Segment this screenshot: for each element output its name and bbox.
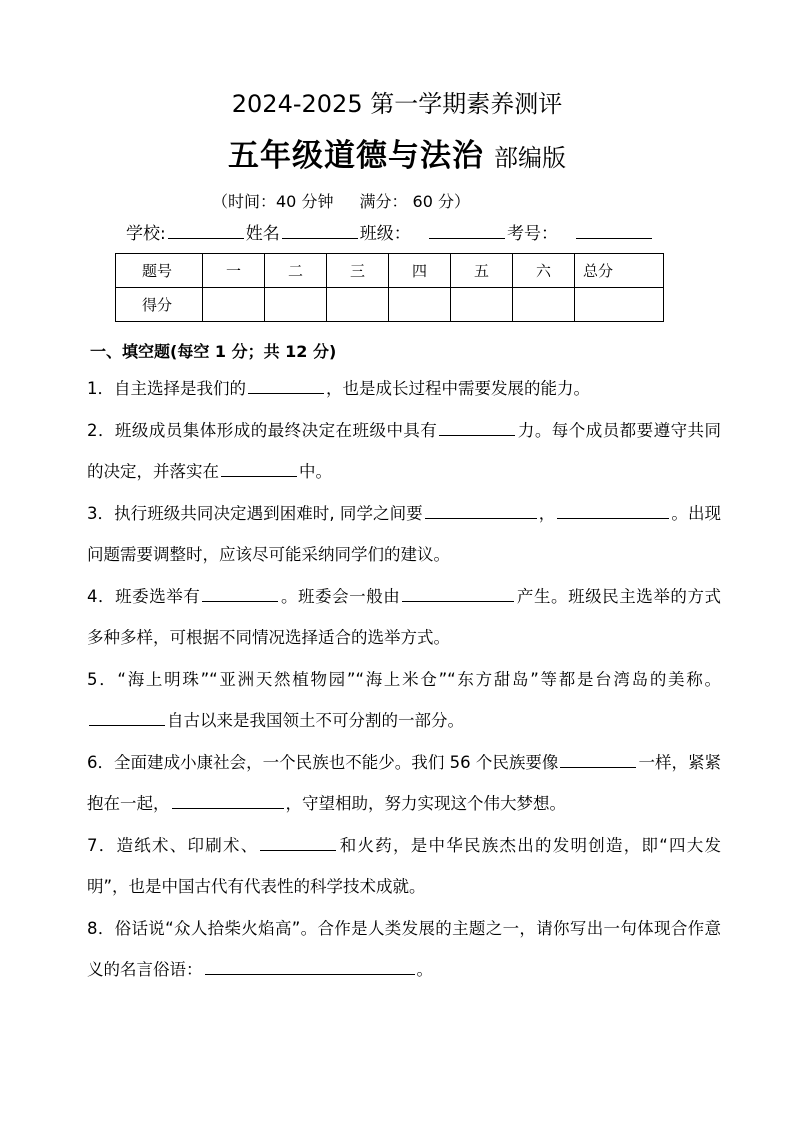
number-blank[interactable] <box>576 222 652 239</box>
question-text: ，守望相助，努力实现这个伟大梦想。 <box>285 794 566 813</box>
score-table-score-row <box>116 288 664 322</box>
answer-blank[interactable] <box>89 709 165 726</box>
name-blank[interactable] <box>282 222 358 239</box>
question-text: 自古以来是我国领土不可分割的一部分。 <box>167 711 464 730</box>
subject-name: 五年级道德与法治 <box>228 138 484 174</box>
name-label: 姓名 <box>245 224 280 244</box>
question-text: 一样，紧紧抱在一起， <box>87 753 722 813</box>
score-total-cell[interactable] <box>575 288 664 322</box>
edition-label: 部编版 <box>494 144 566 172</box>
full-score-label: 满分： 60 分） <box>359 192 470 211</box>
answer-blank[interactable] <box>260 834 336 851</box>
question-text: 4．班委选举有 <box>87 587 201 606</box>
school-blank[interactable] <box>168 222 244 239</box>
time-label: （时间：40 分钟 <box>212 192 334 211</box>
question-text: 产生。班级民主选举的方式多种多样，可根据不同情况选择适合的选举方式。 <box>87 587 722 647</box>
question-text: 5．“海上明珠”“亚洲天然植物园”“海上米仓”“东方甜岛”等都是台湾岛的美称。 <box>87 670 721 689</box>
exam-term-title: 2024-2025 第一学期素养测评 <box>231 90 563 118</box>
question-text: 7．造纸术、印刷术、 <box>87 836 259 855</box>
score-table-cell: 三 <box>327 254 389 288</box>
score-input-cell[interactable] <box>265 288 327 322</box>
score-input-cell[interactable] <box>389 288 451 322</box>
section-1-title: 一、填空题(每空 1 分；共 12 分) <box>90 342 337 361</box>
question-text: 。出现问题需要调整时，应该尽可能采纳同学们的建议。 <box>87 504 722 564</box>
score-table-header-row <box>116 254 664 288</box>
question-text: 1．自主选择是我们的 <box>87 379 246 398</box>
question-5 <box>87 659 721 741</box>
answer-blank[interactable] <box>248 377 324 394</box>
answer-blank[interactable] <box>557 502 669 519</box>
score-table-cell: 二 <box>265 254 327 288</box>
question-text: 2．班级成员集体形成的最终决定在班级中具有 <box>87 421 438 440</box>
answer-blank[interactable] <box>439 419 515 436</box>
score-row-label: 得分 <box>116 288 203 322</box>
answer-blank[interactable] <box>205 958 415 975</box>
exam-subject-title <box>0 130 794 175</box>
score-table <box>115 253 664 322</box>
school-label: 学校: <box>126 224 166 244</box>
question-8 <box>87 908 721 990</box>
question-3 <box>87 493 721 575</box>
question-text: 中。 <box>299 462 332 481</box>
question-4 <box>87 576 721 658</box>
score-table-cell: 四 <box>389 254 451 288</box>
question-text: 8．俗话说“众人拾柴火焰高”。合作是人类发展的主题之一，请你写出一句体现合作意义的名言俗语： <box>87 919 721 979</box>
score-input-cell[interactable] <box>513 288 575 322</box>
answer-blank[interactable] <box>560 751 636 768</box>
number-label: 考号： <box>506 224 558 244</box>
answer-blank[interactable] <box>221 460 297 477</box>
question-text: ， <box>538 504 556 523</box>
question-text: 6．全面建成小康社会，一个民族也不能少。我们 56 个民族要像 <box>87 753 559 772</box>
question-6 <box>87 742 721 824</box>
question-text: 和火药，是中华民族杰出的发明创造，即“四大发明”，也是中国古代有代表性的科学技术成就。 <box>87 836 721 896</box>
question-7 <box>87 825 721 907</box>
question-2 <box>87 410 721 492</box>
answer-blank[interactable] <box>402 585 514 602</box>
score-table-cell: 一 <box>203 254 265 288</box>
question-text: 。 <box>416 960 433 979</box>
question-text: 。班委会一般由 <box>280 587 401 606</box>
student-info-line <box>126 219 654 244</box>
class-blank[interactable] <box>429 222 505 239</box>
question-text: 3．执行班级共同决定遇到困难时, 同学之间要 <box>87 504 423 523</box>
score-input-cell[interactable] <box>203 288 265 322</box>
score-input-cell[interactable] <box>327 288 389 322</box>
exam-meta <box>212 189 470 212</box>
answer-blank[interactable] <box>425 502 537 519</box>
question-text: ，也是成长过程中需要发展的能力。 <box>326 379 590 398</box>
class-label: 班级： <box>359 224 411 244</box>
answer-blank[interactable] <box>172 792 284 809</box>
question-1 <box>87 368 721 409</box>
score-table-cell: 题号 <box>116 254 203 288</box>
score-table-cell: 总分 <box>575 254 664 288</box>
score-table-cell: 六 <box>513 254 575 288</box>
answer-blank[interactable] <box>202 585 278 602</box>
score-table-cell: 五 <box>451 254 513 288</box>
score-input-cell[interactable] <box>451 288 513 322</box>
question-text: 力。每个成员都要遵守共同的决定，并落实在 <box>87 421 722 481</box>
